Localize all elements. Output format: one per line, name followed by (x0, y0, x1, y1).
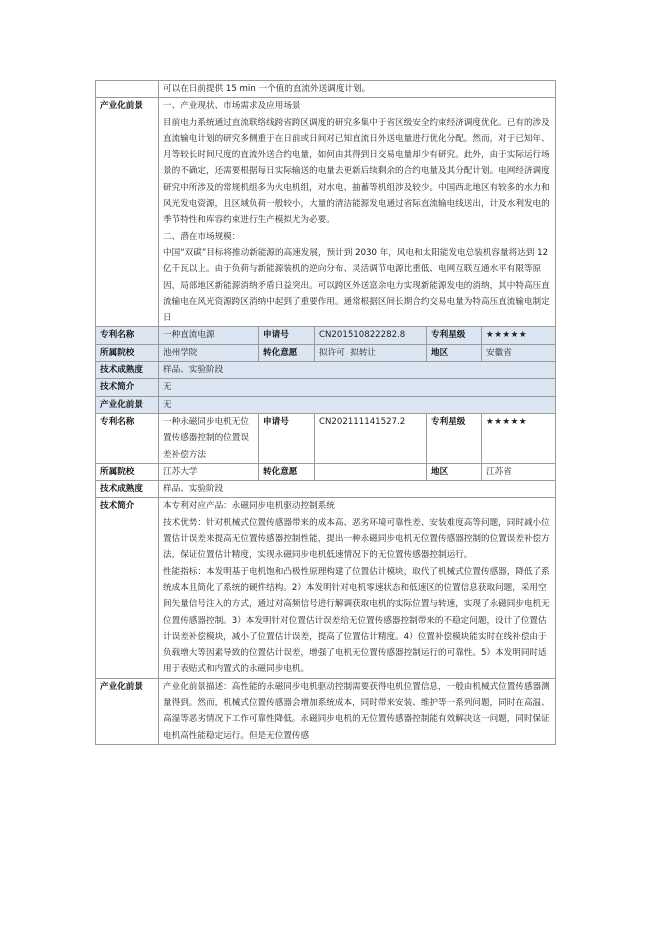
maturity: 样品、实验阶段 (159, 362, 556, 379)
record3-prospect-row (96, 678, 556, 744)
prospect: 无 (159, 396, 556, 413)
label-summary: 技术简介 (96, 498, 159, 678)
label-summary: 技术简介 (96, 379, 159, 396)
record2-name-row (96, 327, 556, 344)
label-school: 所属院校 (96, 463, 159, 480)
empty-label-cell (96, 81, 159, 98)
intent (315, 463, 427, 480)
patent-name: 一种直流电源 (159, 327, 259, 344)
record1-prospect-row (96, 98, 556, 327)
record2-prospect-row (96, 396, 556, 413)
record3-school-row (96, 463, 556, 480)
school: 江苏大学 (159, 463, 259, 480)
maturity: 样品、实验阶段 (159, 481, 556, 498)
record3-name-row (96, 413, 556, 463)
region: 江苏省 (482, 463, 556, 480)
record3-summary-row (96, 498, 556, 678)
label-region: 地区 (427, 344, 482, 361)
label-maturity: 技术成熟度 (96, 362, 159, 379)
label-star: 专利星级 (427, 413, 482, 463)
label-patent-name: 专利名称 (96, 413, 159, 463)
intent: 拟许可 拟转让 (315, 344, 427, 361)
summary: 无 (159, 379, 556, 396)
prospect: 产业化前景描述：高性能的永磁同步电机驱动控制需要获得电机位置信息，一般由机械式位置传感器测量得到。然而，机械式位置传感器会增加系统成本，同时带来安装、维护等一系列问题，同时在高温、高湿等恶劣情况下工作可靠性降低。永磁同步电机的无位置传感器控制能有效解决这一问题，同时保证电机高性能稳定运行。但是无位置传感 (159, 678, 556, 744)
prospect-heading-2: 二、潜在市场规模： (163, 231, 241, 242)
record2-school-row (96, 344, 556, 361)
label-intent: 转化意愿 (259, 344, 315, 361)
prospect-paragraph-2: 中国“双碳”目标将推动新能源的高速发展，预计到 2030 年，风电和太阳能发电总装机容量将达到 12 亿千瓦以上。由于负荷与新能源装机的逆向分布、灵活调节电源比重低、电网互联互通水平有限等原因，局部地区新能源消纳矛盾日益突出。可以跨区外送富余电力实现新能源发电的消纳，其中特高压直流输电在风光资源跨区消纳中起到了重要作用。通常根据区间长期合约交易电量为特高压直流输电制定日 (163, 247, 550, 324)
record2-maturity-row (96, 362, 556, 379)
label-prospect: 产业化前景 (96, 396, 159, 413)
label-app-no: 申请号 (259, 413, 315, 463)
label-patent-name: 专利名称 (96, 327, 159, 344)
patent-name: 一种永磁同步电机无位置传感器控制的位置误差补偿方法 (159, 413, 259, 463)
record3-maturity-row (96, 481, 556, 498)
summary-product: 本专利对应产品：永磁同步电机驱动控制系统 (163, 501, 335, 512)
record2-summary-row (96, 379, 556, 396)
star-rating: ★★★★★ (482, 327, 556, 344)
label-intent: 转化意愿 (259, 463, 315, 480)
school: 池州学院 (159, 344, 259, 361)
label-star: 专利星级 (427, 327, 482, 344)
label-app-no: 申请号 (259, 327, 315, 344)
label-school: 所属院校 (96, 344, 159, 361)
star-rating: ★★★★★ (482, 413, 556, 463)
label-region: 地区 (427, 463, 482, 480)
intro-text: 可以在日前提供 15 min 一个值的直流外送调度计划。 (159, 81, 556, 98)
label-prospect: 产业化前景 (96, 98, 159, 327)
prospect-paragraph-1: 目前电力系统通过直流联络线跨省跨区调度的研究多集中于省区级安全约束经济调度优化。已有的涉及直流输电计划的研究多侧重于在日前或日间对已知直流日外送电量进行优化分配。然而，对于已知年、月等较长时间尺度的直流外送合约电量，如何由其得到日交易电量却少有研究。此外，由于实际运行场景的不确定，还需要根据每日实际输送的电量去更新后续剩余的合约电量及其分配计划。电网经济调度研究中所涉及的常规机组多为火电机组，对水电、抽蓄等机组涉及较少。中国西北地区有较多的水力和风光发电资源，且区域负荷一般较小，大量的清洁能源发电通过省际直流输电线送出，计及水利发电的季节特性和库容约束进行生产模拟尤为必要。 (163, 117, 550, 226)
record1-prospect (159, 98, 556, 327)
app-no: CN202111141527.2 (315, 413, 427, 463)
summary-advantage: 技术优势：针对机械式位置传感器带来的成本高、恶劣环境可靠性差、安装难度高等问题，同时减小位置估计误差来提高无位置传感器控制性能，提出一种永磁同步电机无位置传感器控制的位置误差补偿方法，保证位置估计精度，实现永磁同步电机低速情况下的无位置传感器控制运行。 (163, 517, 550, 561)
label-prospect: 产业化前景 (96, 678, 159, 744)
summary (159, 498, 556, 678)
app-no: CN201510822282.8 (315, 327, 427, 344)
summary-performance: 性能指标：本发明基于电机饱和凸极性原理构建了位置估计模块，取代了机械式位置传感器，降低了系统成本且简化了系统的硬件结构。2）本发明针对电机零速状态和低速区的位置信息获取问题，采用空间矢量信号注入的方式，通过对高频信号进行解调获取电机的实际位置与转速，实现了永磁同步电机无位置传感器控制。3）本发明针对位置估计误差给无位置传感器控制带来的不稳定问题，设计了位置估计误差补偿模块，减小了位置估计误差，提高了位置估计精度。4）位置补偿模块能实时在线补偿由于负载增大等因素导致的位置估计误差，增强了电机无位置传感器控制运行的可靠性。5）本发明同时适用于表贴式和内置式的永磁同步电机。 (163, 566, 550, 675)
intro-row (96, 81, 556, 98)
patent-table (95, 80, 556, 745)
label-maturity: 技术成熟度 (96, 481, 159, 498)
prospect-heading-1: 一、产业现状、市场需求及应用场景 (163, 101, 301, 112)
region: 安徽省 (482, 344, 556, 361)
